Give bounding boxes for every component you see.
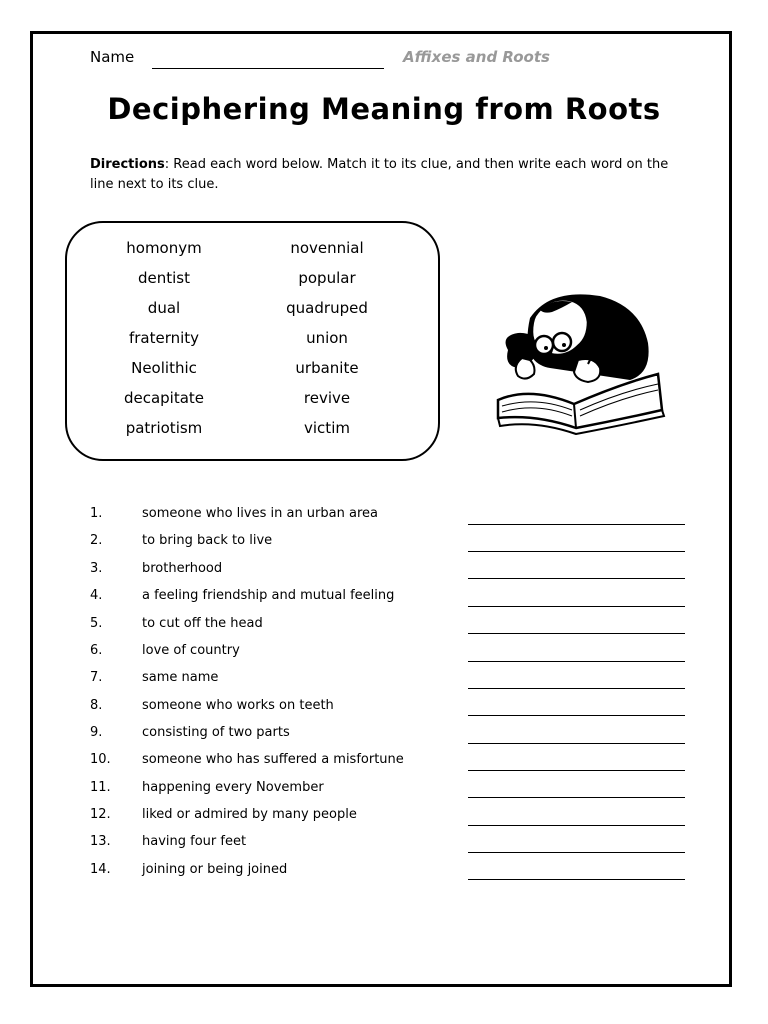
word-bank-word: decapitate: [123, 389, 205, 407]
word-bank-word: victim: [304, 419, 350, 437]
answer-line[interactable]: [468, 661, 685, 662]
answer-line[interactable]: [468, 797, 685, 798]
answer-line[interactable]: [468, 715, 685, 716]
reading-man-illustration: [490, 288, 670, 438]
clue-text: to bring back to live: [142, 533, 273, 548]
word-bank-word: dual: [147, 299, 181, 317]
subject-label: Affixes and Roots: [403, 48, 550, 66]
directions-label: Directions: [90, 157, 165, 172]
directions: [90, 155, 690, 195]
word-bank-word: patriotism: [125, 419, 203, 437]
clue-number: 7.: [90, 670, 103, 685]
clue-text: liked or admired by many people: [142, 807, 357, 822]
word-bank-word: fraternity: [128, 329, 200, 347]
answer-line[interactable]: [468, 879, 685, 880]
answer-line[interactable]: [468, 578, 685, 579]
name-label: Name: [90, 48, 135, 66]
answer-line[interactable]: [468, 852, 685, 853]
word-bank-word: quadruped: [286, 299, 368, 317]
answer-line[interactable]: [468, 825, 685, 826]
clue-text: consisting of two parts: [142, 725, 290, 740]
clue-number: 13.: [90, 834, 111, 849]
clue-number: 8.: [90, 698, 103, 713]
clue-text: someone who lives in an urban area: [142, 506, 378, 521]
answer-line[interactable]: [468, 688, 685, 689]
clue-number: 12.: [90, 807, 111, 822]
answer-line[interactable]: [468, 551, 685, 552]
word-bank-word: union: [306, 329, 348, 347]
clue-text: brotherhood: [142, 561, 223, 576]
name-field-line[interactable]: [152, 68, 384, 69]
word-bank-word: Neolithic: [131, 359, 197, 377]
answer-line[interactable]: [468, 524, 685, 525]
clue-text: a feeling friendship and mutual feeling: [142, 588, 395, 603]
clue-text: joining or being joined: [142, 862, 288, 877]
word-bank-word: novennial: [290, 239, 364, 257]
answer-line[interactable]: [468, 633, 685, 634]
clue-number: 10.: [90, 752, 111, 767]
clue-number: 9.: [90, 725, 103, 740]
word-bank-box: [65, 221, 440, 461]
clue-text: same name: [142, 670, 219, 685]
clue-text: happening every November: [142, 780, 324, 795]
page-title: Deciphering Meaning from Roots: [107, 92, 661, 126]
clue-text: love of country: [142, 643, 240, 658]
clue-text: to cut off the head: [142, 616, 263, 631]
clue-text: having four feet: [142, 834, 247, 849]
clue-text: someone who works on teeth: [142, 698, 334, 713]
clue-number: 4.: [90, 588, 103, 603]
clue-number: 5.: [90, 616, 103, 631]
word-bank-word: homonym: [126, 239, 202, 257]
clue-number: 11.: [90, 780, 111, 795]
answer-line[interactable]: [468, 770, 685, 771]
clue-number: 2.: [90, 533, 103, 548]
answer-line[interactable]: [468, 743, 685, 744]
clue-number: 3.: [90, 561, 103, 576]
word-bank-word: popular: [298, 269, 356, 287]
directions-text: : Read each word below. Match it to its clue, and then write each word on the line next to its clue.: [90, 157, 669, 192]
clue-text: someone who has suffered a misfortune: [142, 752, 404, 767]
word-bank-word: urbanite: [295, 359, 359, 377]
word-bank-word: dentist: [137, 269, 190, 287]
clue-number: 14.: [90, 862, 111, 877]
answer-line[interactable]: [468, 606, 685, 607]
word-bank-word: revive: [303, 389, 351, 407]
clue-number: 1.: [90, 506, 103, 521]
clue-number: 6.: [90, 643, 103, 658]
